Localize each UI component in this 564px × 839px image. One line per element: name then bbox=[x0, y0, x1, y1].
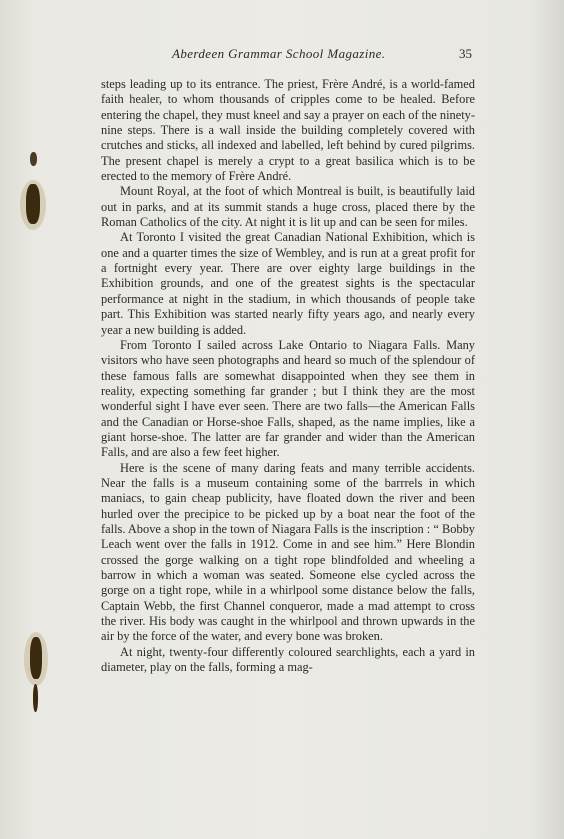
ink-stain bbox=[30, 152, 37, 166]
paragraph: At Toronto I visited the great Canadian National Exhibition, which is one and a quarter times the size of Wembley, and is run at a great profit for a fortnight every year. There are over eighty large buildings in the Exhibition grounds, and one of the greatest sights is the spectacular performance at night in the stadium, in which thousands of people take part. This Exhibition was started nearly fifty years ago, and nearly every year a new building is added. bbox=[101, 230, 475, 337]
paragraph: From Toronto I sailed across Lake Ontario to Niagara Falls. Many visitors who have seen photographs and heard so much of the splendour of these famous falls are somewhat disappointed when they see them in reality, expecting something far grander ; but I think they are the most wonderful sight I have ever seen. There are two falls—the American Falls and the Canadian or Horse-shoe Falls, shaped, as the name implies, like a giant horse-shoe. The latter are far grander and wider than the American Falls, and are also a few feet higher. bbox=[101, 337, 475, 460]
paragraph: steps leading up to its entrance. The priest, Frère André, is a world-famed faith healer, to whom thousands of cripples come to be healed. Before entering the chapel, they must kneel and say a prayer on each of the ninety-nine steps. There is a wall inside the building completely covered with crutches and sticks, all indexed and labelled, left behind by cured pilgrims. The present chapel is merely a crypt to a great basilica which is to be erected to the memory of Frère André. bbox=[101, 77, 475, 184]
article-body bbox=[101, 77, 475, 675]
paragraph: Mount Royal, at the foot of which Montreal is built, is beautifully laid out in parks, and at its summit stands a huge cross, placed there by the Roman Catholics of the city. At night it is lit up and can be seen for miles. bbox=[101, 184, 475, 230]
running-header bbox=[172, 46, 474, 64]
paragraph: Here is the scene of many daring feats and many terrible accidents. Near the falls is a museum containing some of the barrrels in which maniacs, to gain cheap publicity, have floated down the river and been hurled over the precipice to be picked up by a boat near the foot of the falls. Above a shop in the town of Niagara Falls is the inscription : “ Bobby Leach went over the falls in 1912. Come in and see him.” Here Blondin crossed the gorge walking on a tight rope blindfolded and wheeling a barrow in which a woman was seated. Someone else cycled across the gorge on a tight rope, while in a whirlpool some distance below the falls, Captain Webb, the first Channel conqueror, made a mad attempt to cross the river. His body was caught in the whirlpool and thrown upwards in the air by the force of the water, and every bone was broken. bbox=[101, 460, 475, 644]
paragraph: At night, twenty-four differently coloured searchlights, each a yard in diameter, play on the falls, forming a mag- bbox=[101, 644, 475, 675]
ink-stain bbox=[30, 637, 42, 679]
page-number: 35 bbox=[459, 46, 472, 61]
ink-stain bbox=[26, 184, 40, 224]
ink-stain bbox=[33, 684, 38, 712]
running-title: Aberdeen Grammar School Magazine. bbox=[172, 46, 386, 61]
